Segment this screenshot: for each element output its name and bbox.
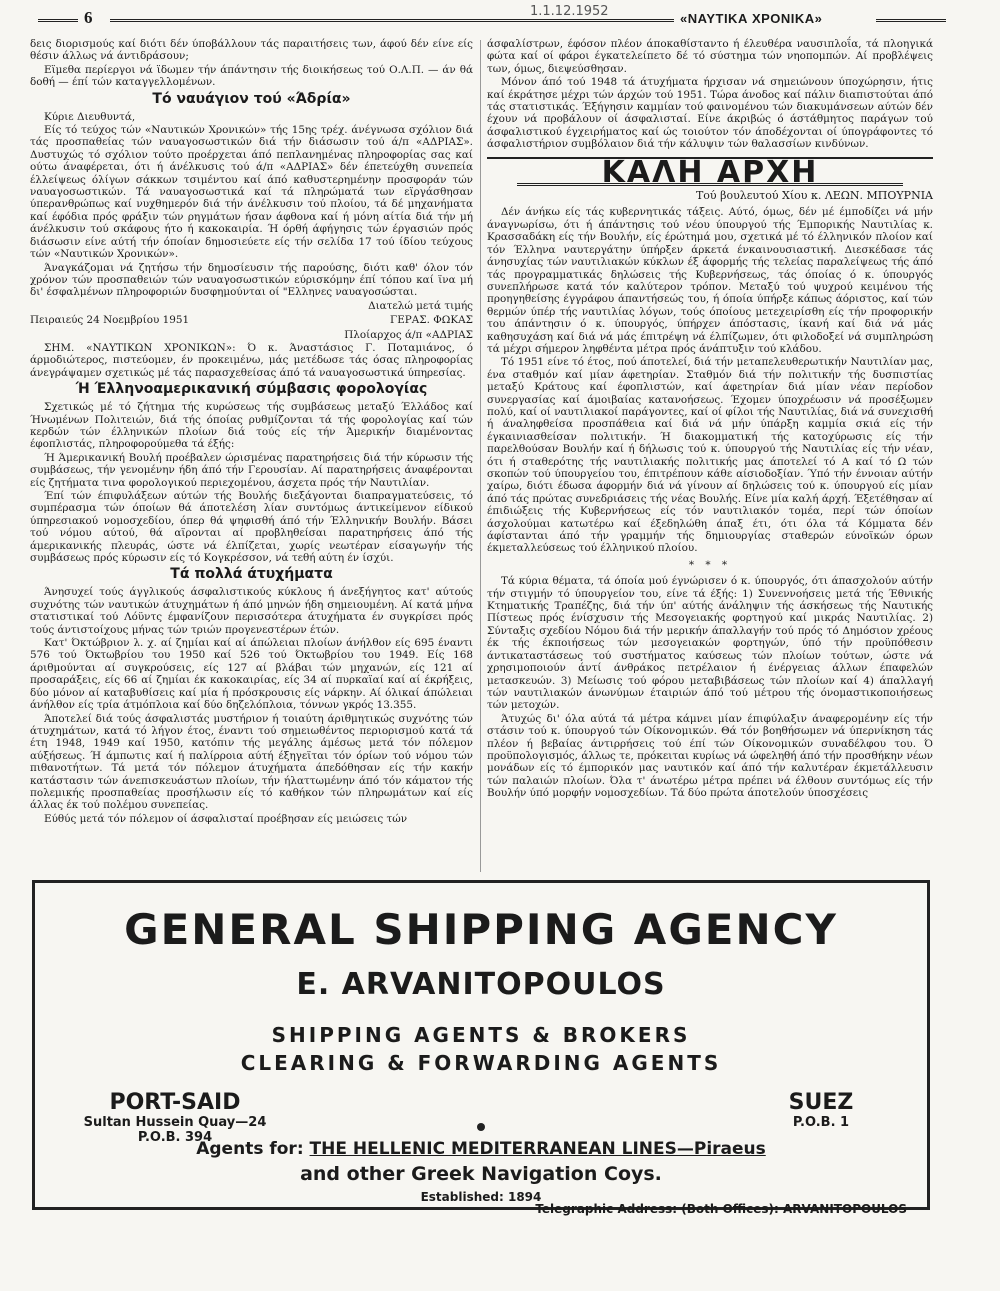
ad-established-label: Established:	[420, 1190, 504, 1204]
kali-arxi-byline: Τού βουλευτού Χίου κ. ΛΕΩΝ. ΜΠΟΥΡΝΙΑ	[695, 189, 933, 203]
adria-headline: Τό ναυάγιον τού «Άδρία»	[152, 90, 351, 107]
adria-signer-title: Πλοίαρχος ά/π «ΑΔΡΙΑΣ	[344, 328, 473, 341]
accidents-paragraph: Άνησυχεί τούς άγγλικούς άσφαλιστικούς κύκλους ή άνεξήγητος κατ' αύτούς συχνότης τών ναυτικών άτυχημάτων ή άπό μηνών ήδη σημειουμένη. Αί κατά μήνα στατιστικαί τού Λόϋντς έμφανίζουν περισσότερα άτυχήματα έν συγκρίσει πρός τούς άντιστοίχους μήνας τών τριών προγενεστέρων έτών.	[30, 586, 473, 636]
continuation-paragraph: άσφαλίστρων, έφόσον πλέον άποκαθίσταντο ή έλευθέρα ναυσιπλοΐα, τά πλοηγικά φώτα καί οί φάροι έγκατελείπετο δέ τό σύστημα τών νηοπομπών. Αί προβλέψεις των, όμως, διεψεύσθησαν.	[487, 38, 933, 75]
continuation-paragraph: Μόνον άπό τού 1948 τά άτυχήματα ήρχισαν νά σημειώνουν ύποχώρησιν, ήτις καί έκράτησε μέχρι τών άρχών τού 1951. Τώρα άνοδος καί πάλιν διαπιστούται άπό τάς στατιστικάς. Έξήγησιν καμμίαν τού φαινομένου τών διακυμάνσεων αύτών δέν έχουν νά προβάλουν οί άσφαλισταί. Είνε άκριβώς ό άστάθμητος παράγων τού άσφαλιστικού έγχειρήματος καί ώς τοιούτον τόν άποδέχονται οί ύπογράφοντες τό άσφαλιστήριον συμβόλαιον διά τήν κάλυψιν τών θαλασσίων κινδύνων.	[487, 76, 933, 151]
ad-agents-line	[35, 1139, 927, 1159]
ad-city: PORT-SAID	[109, 1090, 241, 1115]
kali-arxi-paragraph: Τά κύρια θέματα, τά όποία μού έγνώρισεν ό κ. ύπουργός, ότι άπασχολούν αύτήν τήν στιγμήν τό ύπουργείον του, είνε τά έξής: 1) Συνεννοήσεις μετά τής Έθνικής Κτηματικής Τραπέζης, διά τήν ύπ' αύτής άνάληψιν τής άσκήσεως τής Ναυτικής Πίστεως πρός ένίσχυσιν τής Μεσογειακής φορτηγού καί μικράς Ναυτιλίας. 2) Σύνταξις σχεδίου Νόμου διά τήν μερικήν άπαλλαγήν τού πρός τό Δημόσιον χρέους έκ τής έκποιήσεως τών μεσογειακών φορτηγών, ύπό τήν προϋπόθεσιν άντικαταστάσεως τού συστήματος καύσεως τών πλοίων τούτων, ώστε νά χρησιμοποιούν άντί άνθράκος πετρέλαιον ή ένέργειας άλλων έπαφελών μετασκευών. 3) Μείωσις τού φόρου μεταβιβάσεως τών πλοίων καί 4) άπαλλαγή τών ναυτιλιακών άνωνύμων έταιριών άπό τού μέτρου τής όνομαστικοποιήσεως τών μετοχών.	[487, 575, 933, 712]
intro-paragraph: Εϊμεθα περίεργοι νά ϊδωμεν τήν άπάντησιν τής διοικήσεως τού Ο.Λ.Π. — άν θά δοθή — έπί τών καταγγελλομένων.	[30, 63, 473, 89]
adria-paragraph: Είς τό τεύχος τών «Ναυτικών Χρονικών» τής 15ης τρέχ. άνέγνωσα σχόλιον διά τάς προσπαθείας τών ναυαγοσωστικών διά τήν διάσωσιν τού ά/π «ΑΔΡΙΑΣ». Δυστυχώς τό σχόλιον τούτο προέρχεται άπό πεπλανημένας πληροφορίας σας καί ούτω άναφέρεται, ότι ή άνέλκυσις τού ά/π «ΑΔΡΙΑΣ» δέν έπετεύχθη συνεπεία έλλείψεως όλίγων σάκκων τσιμέντου καί άπό καθυστερημένην προσφοράν τών ναυαγοσωστικών. Τά ναυαγοσωστικά καί τά πληρώματά των εϊργάσθησαν ύπερανθρώπως καί νυχθημερόν διά τήν άνέλκυσιν τού πλοίου, τά δέ μηχανήματα καί έφόδια πρός φράξιν τών ρηγμάτων ήσαν άφθονα καί ή μόνη αίτία διά τήν μή άνέλκυσιν τού σκάφους ήτο ή κακοκαιρία. Ή όρθή άφήγησις τών έργασιών πρός διάσωσιν είνε αύτή τήν όποίαν δημοσιεύετε είς τήν σελίδα 17 τού ίδίου τεύχους τών «Ναυτικών Χρονικών».	[30, 124, 473, 261]
adria-signature-row	[30, 314, 473, 326]
ad-services-line: CLEARING & FORWARDING AGENTS	[240, 1051, 722, 1075]
kali-arxi-paragraph: Άτυχώς δι' όλα αύτά τά μέτρα κάμνει μίαν έπιφύλαξιν άναφερομένην είς τήν στάσιν τού κ. ύπουργού τών Οίκονομικών. Θά τόν βοηθήσωμεν νά ύπερνίκηση τάς πλέον ή βεβαίας άντιρρήσεις τού έπί τών Οίκονομικών συναδέλφου του. Ό προϋπολογισμός, άλλως τε, πρόκειται κυρίως νά ώφεληθή άπό τήν προσθήκην νέων μονάδων είς τό έμπορικόν μας ναυτικόν καί άπό τήν καλυτέραν έκμετάλλευσιν τών παλαιών πλοίων. Όλα τ' άνωτέρω μέτρα πρέπει νά έλθουν συντόμως είς τήν Βουλήν ύπό μορφήν νομοσχεδίων. Τά δύο πρώτα άποτελούν ύποσχέσεις	[487, 712, 933, 800]
adria-paragraph: Άναγκάζομαι νά ζητήσω τήν δημοσίευσιν τής παρούσης, διότι καθ' όλον τόν χρόνον τών προσπαθειών τών ναυαγοσωστικών εύρισκόμην έπί τόπου καί ϊνα μή δι' έσφαλμένων πληροφοριών δυσφημούνται οί "Ελληνες ναυαγοσώσται.	[30, 261, 473, 299]
accidents-paragraph: Άποτελεί διά τούς άσφαλιστάς μυστήριον ή τοιαύτη άριθμητικώς συχνότης τών άτυχημάτων, κατά τό λήγον έτος, έναντι τού σημειωθέντος περιορισμού κατά τά έτη 1948, 1949 καί 1950, κατόπιν τής μεγάλης άμέσως μετά τόν πόλεμον αύξήσεως. Ή άμπωτις καί ή παλίρροια αύτή έξηγεϊται τόν όρίων τού νόμου τών πιθανοτήτων. Τά μετά τόν πόλεμον άτυχήματα άπεδόθησαν είς τήν κακήν κατάστασιν τών άνεπισκευάστων πλοίων, τήν ήλαττωμένην άπό τόν κάματον τής πολεμικής προσπαθείας προσήλωσιν είς τό καθήκον τών πληρωμάτων καί είς άλλας έκ τού πολέμου συνεπείας.	[30, 712, 473, 812]
kali-arxi-paragraph: Δέν άνήκω είς τάς κυβερνητικάς τάξεις. Αύτό, όμως, δέν μέ έμποδίζει νά μήν άναγνωρίσω, ότι ή άπάντησις τού νέου ύπουργού τής Έμπορικής Ναυτιλίας κ. Κρασσαδάκη είς τήν Βουλήν, είς έρώτημά μου, σχετικά μέ τό έλληνικόν πλοίον καί τόν Έλληνα ναυτεργάτην ύπήρξεν άρκετά ένκαινουσιαστική. Διεσκέδασε τάς άνησυχίας τών ναυτιλιακών κύκλων έξ άφορμής τής τελείας παραλείψεως τής άπό τάς προγραμματικάς δηλώσεις τής Κυβερνήσεως, τάς όποίας ό κ. ύπουργός συνεπλήρωσε κατά τόν καλύτερον τρόπον. Μεταξύ τού ψυχρού κειμένου τής προηγηθείσης έγγράφου άπαντήσεώς του, ή όποία ύπήρξε κάπως άόριστος, καί τών θερμών ύπέρ τής ναυτιλίας λόγων, τούς όποίους μετεχειρίσθη είς τήν προφορικήν του άπάντησιν ό κ. ύπουργός, ύπήρχεν άπόστασις, ίκανή καί διά νά μάς καθησυχάση καί διά νά μάς έπιτρέψη νά έλπίζωμεν, ότι φιλοδοξεί νά συμπληρώση τά μέχρι σήμερον ληφθέντα μέτρα πρός άνάπτυξιν τού κλάδου.	[487, 206, 933, 355]
convention-paragraph: Σχετικώς μέ τό ζήτημα τής κυρώσεως τής συμβάσεως μεταξύ Έλλάδος καί Ήνωμένων Πολιτειών, διά τής όποίας ρυθμίζονται τά τής φορολογίας καί τών κερδών τών έλληνικών πλοίων διά τούς είς τήν Άμερικήν διαμένοντας έφοπλιστάς, πληροφορούμεθα τά έξής:	[30, 401, 473, 451]
ad-port-said-office	[75, 1090, 275, 1145]
adria-closing: Διατελώ μετά τιμής	[368, 299, 473, 312]
intro-paragraph: δεις διορισμούς καί διότι δέν ύποβάλλουν τάς παραιτήσεις των, άφού δέν είνε είς θέσιν άλλως νά άντιδράσουν;	[30, 38, 473, 63]
ad-agents-prefix: Agents for:	[196, 1139, 304, 1159]
kali-arxi-paragraph: Τό 1951 είνε τό έτος, πού άποτελεί, διά τήν μεταπελευθερωτικήν Ναυτιλίαν μας, ένα σταθμόν καί μίαν άφετηρίαν. Σταθμόν διά τήν πολιτικήν τής δυσπιστίας μεταξύ Κράτους καί έφοπλιστών, καί άφετηρίαν διά μίαν νέαν περίοδον συνεργασίας καί άμοιβαίας κατανοήσεως. Έχομεν ύποχρέωσιν νά προσέξωμεν πολύ, καί οί ναυτιλιακοί παράγοντες, καί οί φίλοι τής Ναυτιλίας, διά νά συνεχισθή ή άναληφθείσα προσπάθεια καί διά νά μήν ύπάρξη καμμία σκιά είς τήν έγκαινιασθείσαν πολιτικήν. Ή διακομματική τής κατοχύρωσις είς τήν παρελθούσαν Βουλήν καί ή δήλωσις τού κ. ύπουργού τής Ναυτιλίας είς τήν νέαν, ότι ή σταθερότης τής ναυτιλιακής πολιτικής μας άποτελεί τό Α καί τό Ω τών σκοπών τού ύπουργείου του, έπιτρέπουν κάθε αίσιοδοξίαν. Ύπό τήν έννοιαν αύτήν χαίρω, διότι έδωσα άφορμήν διά νά γίνουν αί δηλώσεις τού κ. ύπουργού είς μίαν άπό τάς πρώτας συνεδριάσεις τής νέας Βουλής. Είνε μία καλή άρχή. Έξετέθησαν αί έπιδιώξεις τής Κυβερνήσεως είς τόν ναυτιλιακόν τομέα, περί τών όποίων άσχολούμαι κατωτέρω καί έξεδηλώθη άπαξ έτι, ότι όλα τά Κόμματα δέν άφίστανται άπό τήν γραμμήν τής δημιουργίας σταθερών εύνοϊκών όρων έκμεταλλεύσεως τού έλληνικού πλοίου.	[487, 356, 933, 555]
convention-paragraph: Έπί τών έπιφυλάξεων αύτών τής Βουλής διεξάγονται διαπραγματεύσεις, τό συμπέρασμα τών όποίων θά άποτελέση λίαν συντόμως άντικείμενον είδικού ύπηρεσιακού νομοσχεδίου, όπερ θά ψηφισθή άπό τήν Έλληνικήν Βουλήν. Βάσει τού νόμου αύτού, θά αϊρονται αί προβληθείσαι παρατηρήσεις άπό τής άμερικανικής πλευράς, ώστε νά έλπίζεται, χωρίς νεωτέραν είσαγωγήν τής συμβάσεως πρός κύρωσιν είς τό Κογκρέσσον, νά τεθή αύτη έν ίσχύι.	[30, 490, 473, 565]
page-number: 6	[84, 8, 93, 27]
accidents-headline: Τά πολλά άτυχήματα	[170, 566, 333, 583]
adria-salutation: Κύριε Διευθυντά,	[44, 110, 136, 123]
ad-address: Sultan Hussein Quay—24	[83, 1115, 267, 1130]
handwritten-note: 1.1.12.1952	[530, 4, 609, 19]
ad-telegraphic-address: Telegraphic Address: (Both Offices): ARVANITOPOULOS	[535, 1202, 907, 1216]
convention-paragraph: Ή Άμερικανική Βουλή προέβαλεν ώρισμένας παρατηρήσεις διά τήν κύρωσιν τής συμβάσεως, τήν γενομένην ήδη άπό τήν Γερουσίαν. Αί παρατηρήσεις άναφέρονται είς ζητήματα τινα φορολογικού περιεχομένου, άσχετα πρός τήν Ναυτιλίαν.	[30, 451, 473, 489]
header-rule-middle	[110, 19, 674, 22]
convention-headline: Ή Έλληνοαμερικανική σύμβασις φορολογίας	[75, 381, 428, 398]
shipping-agency-advertisement	[32, 880, 930, 1216]
ad-title: GENERAL SHIPPING AGENCY	[124, 905, 838, 954]
right-column	[487, 38, 933, 801]
left-column	[30, 38, 473, 826]
ad-suez-office	[761, 1090, 881, 1130]
adria-signer: ΓΕΡΑΣ. ΦΩΚΑΣ	[390, 314, 473, 327]
kali-arxi-headline: ΚΑΛΗ ΑΡΧΗ	[601, 154, 819, 190]
header-rule-left	[38, 19, 78, 22]
section-separator: * * *	[688, 558, 732, 571]
ad-established-year: 1894	[507, 1190, 542, 1204]
accidents-paragraph: Εύθύς μετά τόν πόλεμον οί άσφαλισταί προέβησαν είς μειώσεις τών	[44, 812, 408, 825]
page-header	[38, 4, 938, 34]
bullet-dot-icon	[477, 1123, 485, 1131]
ad-city: SUEZ	[788, 1090, 854, 1115]
adria-editor-note: ΣΗΜ. «ΝΑΥΤΙΚΩΝ ΧΡΟΝΙΚΩΝ»: Ό κ. Άναστάσιος Γ. Ποταμιάνος, ό άρμοδιώτερος, πιστεύομεν, έν προκειμένω, μάς μετέδωσε τάς όσας πληροφορίας άνεγράψαμεν σχετικώς μέ τάς παρασχεθείσας άπό τά ναυαγοσωστικά ύπηρεσίας.	[30, 341, 473, 379]
publication-title: «ΝΑΥΤΙΚΑ ΧΡΟΝΙΚΑ»	[680, 11, 823, 26]
ad-other-line: and other Greek Navigation Coys.	[300, 1163, 662, 1185]
ad-owner: E. ARVANITOPOULOS	[296, 967, 666, 1002]
accidents-paragraph: Κατ' Όκτώβριον λ. χ. αί ζημίαι καί αί άπώλειαι πλοίων άνήλθον είς 695 έναντι 576 τού Όκτωβρίου του 1950 καί 526 τού Όκτωβρίου του 1949. Είς 168 άριθμούνται αί συγκρούσεις, είς 127 αί βλάβαι τών μηχανών, είς 121 αί προσαράξεις, είς 66 αί ζημίαι έκ κακοκαιρίας, είς 34 αί πυρκαϊαί καί αί έκρήξεις, δύο μόνον αί καταβυθίσεις καί μία ή πρόσκρουσις είς νάρκην. Αί όλικαί άπώλειαι άνήλθον είς τρία άτμόπλοια καί δύο δηζελόπλοια, τόννων γκρός 13.355.	[30, 637, 473, 712]
ad-pob: P.O.B. 1	[792, 1115, 850, 1130]
ad-agents-company: THE HELLENIC MEDITERRANEAN LINES—Piraeus	[309, 1139, 766, 1159]
header-rule-right	[876, 19, 946, 22]
adria-place-date: Πειραιεύς 24 Νοεμβρίου 1951	[30, 314, 190, 327]
ad-pob: P.O.B. 394	[137, 1130, 213, 1145]
column-divider	[480, 40, 481, 872]
ad-services-line: SHIPPING AGENTS & BROKERS	[271, 1023, 691, 1047]
